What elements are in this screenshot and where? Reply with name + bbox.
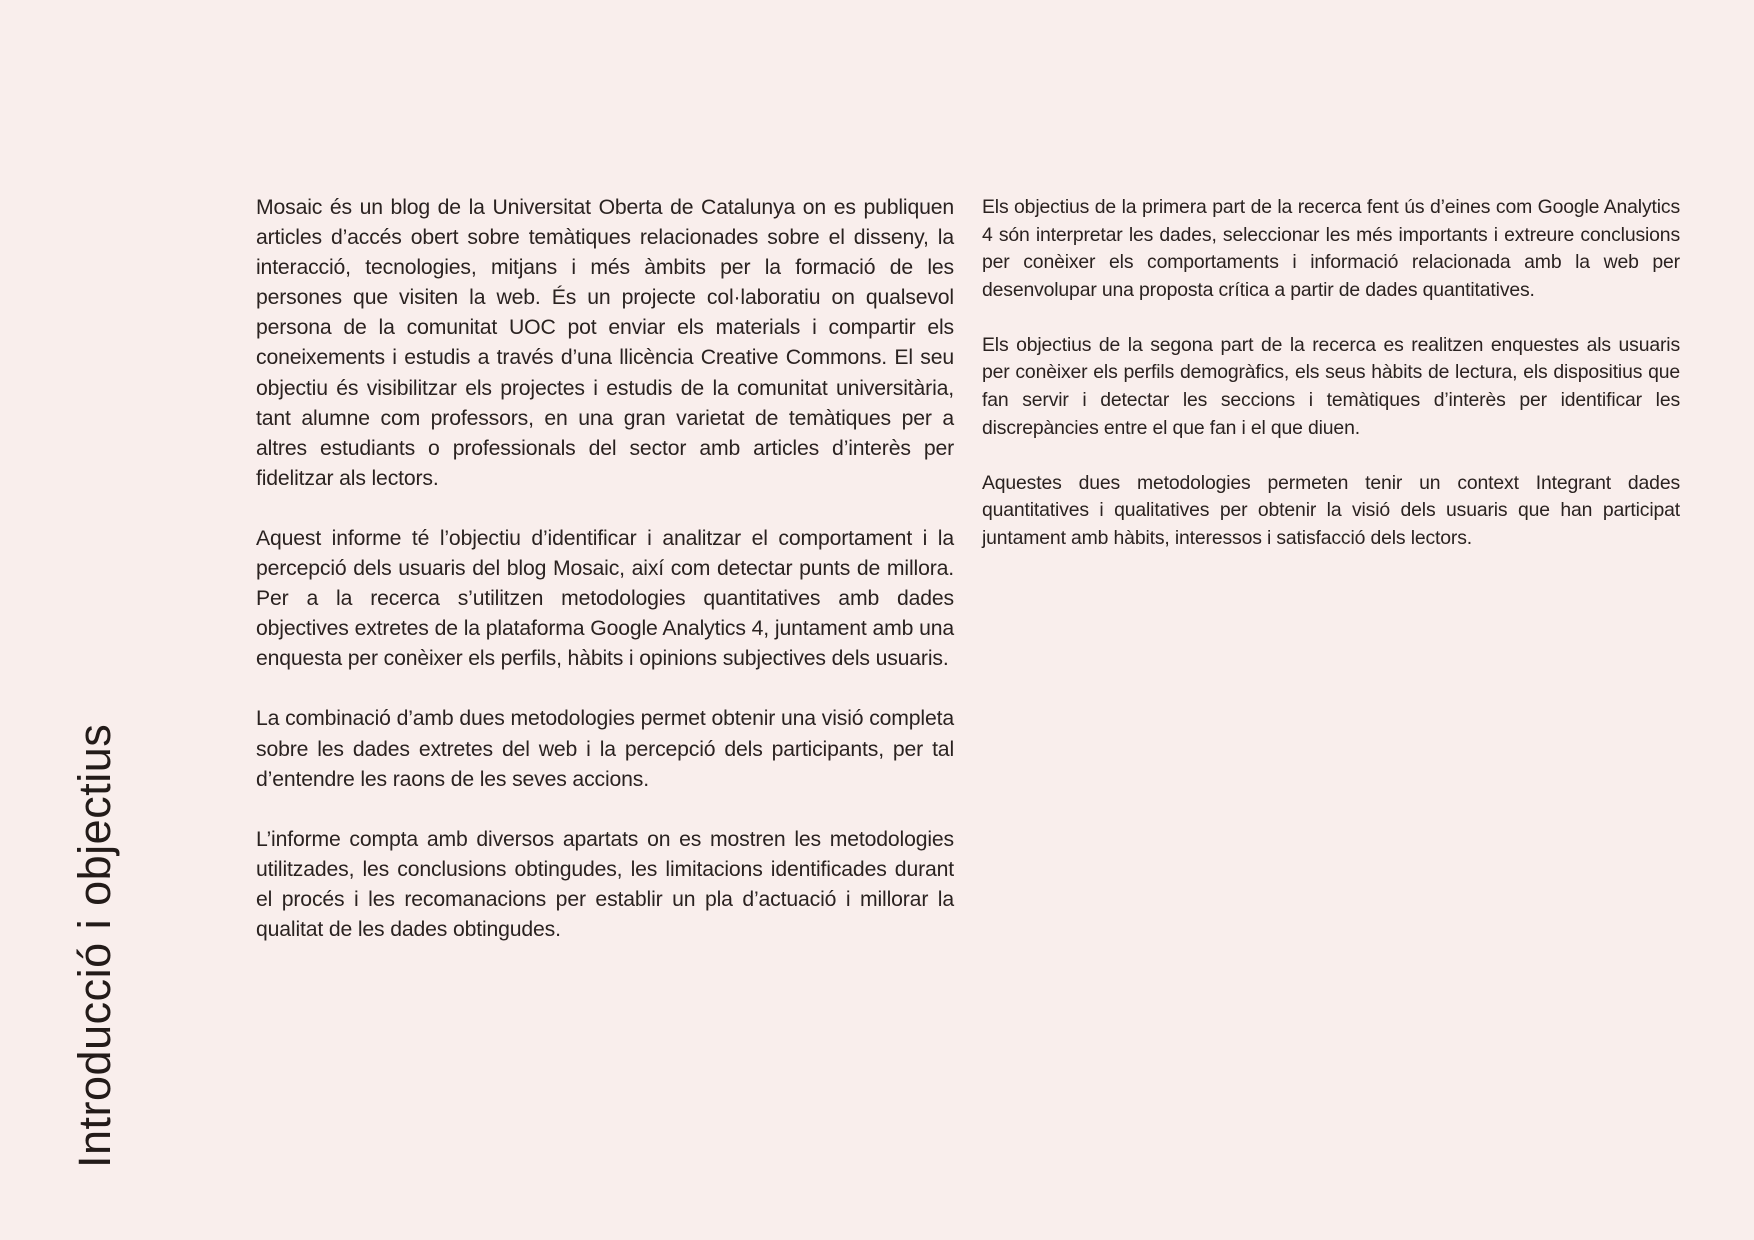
left-text-column xyxy=(256,193,954,945)
paragraph-report-structure: L’informe compta amb diversos apartats on es mostren les metodologies utilitzades, les conclusions obtingudes, les limitacions identificades durant el procés i les recomanacions per establir un pla d’actuació i millorar la qualitat de les dades obtingudes. xyxy=(256,827,954,941)
paragraph-first-part-objectives: Els objectius de la primera part de la recerca fent ús d’eines com Google Analytics 4 són interpretar les dades, seleccionar les més importants i extreure conclusions per conèixer els comportaments i informació relacionada amb la web per desenvolupar una proposta crítica a partir de dades quantitatives. xyxy=(982,196,1680,301)
section-title: Introducció i objectius xyxy=(69,723,120,1168)
paragraph-methodologies-context: Aquestes dues metodologies permeten tenir un context Integrant dades quantitatives i qualitatives per obtenir la visió dels usuaris que han participat juntament amb hàbits, interessos i satisfacció dels lectors. xyxy=(982,471,1680,549)
paragraph-methodology-combination: La combinació d’amb dues metodologies permet obtenir una visió completa sobre les dades extretes del web i la percepció dels participants, per tal d’entendre les raons de les seves accions. xyxy=(256,707,954,791)
right-text-column xyxy=(982,194,1680,553)
paragraph-report-objective: Aquest informe té l’objectiu d’identificar i analitzar el comportament i la percepció dels usuaris del blog Mosaic, així com detectar punts de millora. Per a la recerca s’utilitzen metodologies quantitatives amb dades objectives extretes de la plataforma Google Analytics 4, juntament amb una enquesta per conèixer els perfils, hàbits i opinions subjectives dels usuaris. xyxy=(256,526,954,671)
paragraph-intro-mosaic: Mosaic és un blog de la Universitat Oberta de Catalunya on es publiquen articles d’accés obert sobre temàtiques relacionades sobre el disseny, la interacció, tecnologies, mitjans i més àmbits per la formació de les persones que visiten la web. És un projecte col·laboratiu on qualsevol persona de la comunitat UOC pot enviar els materials i compartir els coneixements i estudis a través d’una llicència Creative Commons. El seu objectiu és visibilitzar els projectes i estudis de la comunitat universitària, tant alumne com professors, en una gran varietat de temàtiques per a altres estudiants o professionals del sector amb articles d’interès per fidelitzar als lectors. xyxy=(256,196,954,490)
paragraph-second-part-objectives: Els objectius de la segona part de la recerca es realitzen enquestes als usuaris per conèixer els perfils demogràfics, els seus hàbits de lectura, els dispositius que fan servir i detectar les seccions i temàtiques d’interès per identificar les discrepàncies entre el que fan i el que diuen. xyxy=(982,333,1680,439)
